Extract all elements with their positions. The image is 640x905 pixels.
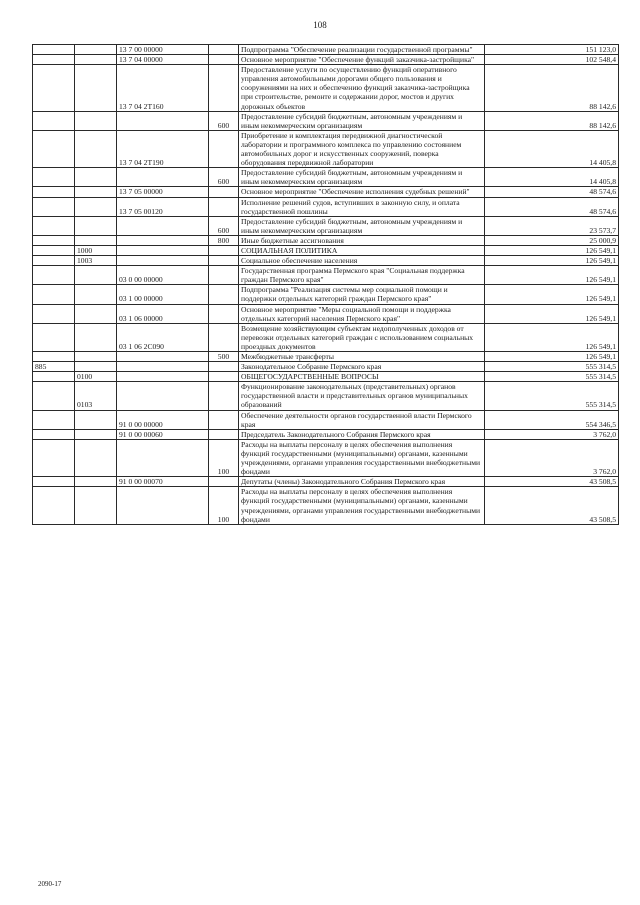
table-row bbox=[33, 439, 619, 476]
table-row bbox=[33, 111, 619, 130]
item-name-cell: Исполнение решений судов, вступивших в законную силу, и оплата государственной пошлины bbox=[239, 197, 485, 216]
section-code-cell bbox=[75, 439, 117, 476]
target-code-cell: 91 0 00 00070 bbox=[117, 477, 209, 487]
section-code-cell bbox=[75, 235, 117, 245]
expense-type-cell bbox=[209, 187, 239, 197]
item-name-cell: Предоставление субсидий бюджетным, автономным учреждениям и иным некоммерческим организациям bbox=[239, 216, 485, 235]
table-row bbox=[33, 55, 619, 65]
section-code-cell bbox=[75, 266, 117, 285]
amount-cell: 25 000,9 bbox=[485, 235, 619, 245]
section-code-cell: 0103 bbox=[75, 382, 117, 410]
expense-type-cell bbox=[209, 372, 239, 382]
target-code-cell bbox=[117, 487, 209, 524]
amount-cell: 88 142,6 bbox=[485, 65, 619, 111]
item-name-cell: Расходы на выплаты персоналу в целях обеспечения выполнения функций государственными (муниципальными) органами, казенными учреждениями, органами управления государственными внебюджетными фондами bbox=[239, 487, 485, 524]
item-name-cell: Депутаты (члены) Законодательного Собрания Пермского края bbox=[239, 477, 485, 487]
admin-code-cell bbox=[33, 304, 75, 323]
table-row bbox=[33, 130, 619, 167]
target-code-cell: 13 7 04 00000 bbox=[117, 55, 209, 65]
item-name-cell: Основное мероприятие "Обеспечение исполнения судебных решений" bbox=[239, 187, 485, 197]
target-code-cell: 13 7 05 00120 bbox=[117, 197, 209, 216]
section-code-cell bbox=[75, 216, 117, 235]
admin-code-cell bbox=[33, 372, 75, 382]
target-code-cell: 03 1 06 2С090 bbox=[117, 323, 209, 351]
section-code-cell bbox=[75, 197, 117, 216]
item-name-cell: ОБЩЕГОСУДАРСТВЕННЫЕ ВОПРОСЫ bbox=[239, 372, 485, 382]
target-code-cell bbox=[117, 216, 209, 235]
section-code-cell bbox=[75, 477, 117, 487]
table-row bbox=[33, 362, 619, 372]
target-code-cell: 03 1 06 00000 bbox=[117, 304, 209, 323]
admin-code-cell bbox=[33, 55, 75, 65]
admin-code-cell bbox=[33, 410, 75, 429]
table-row bbox=[33, 266, 619, 285]
page-number: 108 bbox=[313, 20, 327, 30]
expense-type-cell bbox=[209, 410, 239, 429]
amount-cell: 88 142,6 bbox=[485, 111, 619, 130]
target-code-cell: 91 0 00 00060 bbox=[117, 429, 209, 439]
amount-cell: 23 573,7 bbox=[485, 216, 619, 235]
amount-cell: 554 346,5 bbox=[485, 410, 619, 429]
admin-code-cell bbox=[33, 216, 75, 235]
item-name-cell: Возмещение хозяйствующим субъектам недополученных доходов от перевозки отдельных категорий граждан с использованием социальных проездных документов bbox=[239, 323, 485, 351]
budget-table bbox=[32, 44, 619, 525]
item-name-cell: Основное мероприятие "Меры социальной помощи и поддержка отдельных категорий населения Пермского края" bbox=[239, 304, 485, 323]
item-name-cell: Расходы на выплаты персоналу в целях обеспечения выполнения функций государственными (муниципальными) органами, казенными учреждениями, органами управления государственными внебюджетными фондами bbox=[239, 439, 485, 476]
expense-type-cell: 100 bbox=[209, 487, 239, 524]
admin-code-cell bbox=[33, 197, 75, 216]
admin-code-cell bbox=[33, 429, 75, 439]
target-code-cell bbox=[117, 111, 209, 130]
amount-cell: 48 574,6 bbox=[485, 187, 619, 197]
amount-cell: 102 548,4 bbox=[485, 55, 619, 65]
amount-cell: 555 314,5 bbox=[485, 372, 619, 382]
amount-cell: 126 549,1 bbox=[485, 352, 619, 362]
table-row bbox=[33, 304, 619, 323]
expense-type-cell bbox=[209, 256, 239, 266]
target-code-cell: 13 7 00 00000 bbox=[117, 45, 209, 55]
section-code-cell bbox=[75, 130, 117, 167]
section-code-cell bbox=[75, 55, 117, 65]
item-name-cell: Председатель Законодательного Собрания Пермского края bbox=[239, 429, 485, 439]
amount-cell: 126 549,1 bbox=[485, 304, 619, 323]
item-name-cell: Социальное обеспечение населения bbox=[239, 256, 485, 266]
expense-type-cell bbox=[209, 245, 239, 255]
item-name-cell: Государственная программа Пермского края "Социальная поддержка граждан Пермского края" bbox=[239, 266, 485, 285]
expense-type-cell: 100 bbox=[209, 439, 239, 476]
admin-code-cell bbox=[33, 352, 75, 362]
section-code-cell bbox=[75, 45, 117, 55]
target-code-cell bbox=[117, 256, 209, 266]
section-code-cell bbox=[75, 323, 117, 351]
amount-cell: 151 123,0 bbox=[485, 45, 619, 55]
admin-code-cell bbox=[33, 245, 75, 255]
amount-cell: 43 508,5 bbox=[485, 487, 619, 524]
item-name-cell: Подпрограмма "Обеспечение реализации государственной программы" bbox=[239, 45, 485, 55]
target-code-cell: 03 1 00 00000 bbox=[117, 285, 209, 304]
admin-code-cell bbox=[33, 187, 75, 197]
item-name-cell: Подпрограмма "Реализация системы мер социальной помощи и поддержки отдельных категорий граждан Пермского края" bbox=[239, 285, 485, 304]
table-row bbox=[33, 285, 619, 304]
item-name-cell: Обеспечение деятельности органов государственной власти Пермского края bbox=[239, 410, 485, 429]
target-code-cell bbox=[117, 372, 209, 382]
item-name-cell: СОЦИАЛЬНАЯ ПОЛИТИКА bbox=[239, 245, 485, 255]
amount-cell: 126 549,1 bbox=[485, 245, 619, 255]
expense-type-cell bbox=[209, 477, 239, 487]
amount-cell: 126 549,1 bbox=[485, 285, 619, 304]
expense-type-cell bbox=[209, 304, 239, 323]
table-row bbox=[33, 256, 619, 266]
table-row bbox=[33, 187, 619, 197]
item-name-cell: Предоставление субсидий бюджетным, автономным учреждениям и иным некоммерческим организациям bbox=[239, 111, 485, 130]
admin-code-cell bbox=[33, 285, 75, 304]
expense-type-cell bbox=[209, 55, 239, 65]
amount-cell: 555 314,5 bbox=[485, 382, 619, 410]
admin-code-cell bbox=[33, 439, 75, 476]
amount-cell: 126 549,1 bbox=[485, 256, 619, 266]
admin-code-cell bbox=[33, 235, 75, 245]
amount-cell: 14 405,8 bbox=[485, 130, 619, 167]
expense-type-cell: 600 bbox=[209, 168, 239, 187]
expense-type-cell: 500 bbox=[209, 352, 239, 362]
section-code-cell bbox=[75, 362, 117, 372]
target-code-cell: 13 7 04 2Т160 bbox=[117, 65, 209, 111]
section-code-cell: 1003 bbox=[75, 256, 117, 266]
admin-code-cell bbox=[33, 266, 75, 285]
section-code-cell: 0100 bbox=[75, 372, 117, 382]
table-row bbox=[33, 168, 619, 187]
admin-code-cell bbox=[33, 382, 75, 410]
admin-code-cell: 885 bbox=[33, 362, 75, 372]
target-code-cell: 03 0 00 00000 bbox=[117, 266, 209, 285]
section-code-cell bbox=[75, 487, 117, 524]
expense-type-cell: 600 bbox=[209, 111, 239, 130]
table-row bbox=[33, 245, 619, 255]
admin-code-cell bbox=[33, 111, 75, 130]
expense-type-cell bbox=[209, 323, 239, 351]
section-code-cell bbox=[75, 285, 117, 304]
amount-cell: 3 762,0 bbox=[485, 439, 619, 476]
item-name-cell: Предоставление услуги по осуществлению функций оперативного управления автомобильными дорогами общего пользования и сооружениями на них и обеспечению функций заказчика-застройщика при строительстве, ремонте и содержании дорог, мостов и других дорожных объектов bbox=[239, 65, 485, 111]
expense-type-cell bbox=[209, 130, 239, 167]
table-row bbox=[33, 323, 619, 351]
item-name-cell: Иные бюджетные ассигнования bbox=[239, 235, 485, 245]
section-code-cell bbox=[75, 410, 117, 429]
table-row bbox=[33, 487, 619, 524]
expense-type-cell bbox=[209, 285, 239, 304]
admin-code-cell bbox=[33, 477, 75, 487]
section-code-cell bbox=[75, 352, 117, 362]
table-row bbox=[33, 216, 619, 235]
footer-code: 2090-17 bbox=[38, 880, 62, 888]
expense-type-cell bbox=[209, 65, 239, 111]
table-row bbox=[33, 477, 619, 487]
expense-type-cell bbox=[209, 45, 239, 55]
table-row bbox=[33, 382, 619, 410]
amount-cell: 48 574,6 bbox=[485, 197, 619, 216]
section-code-cell bbox=[75, 429, 117, 439]
item-name-cell: Основное мероприятие "Обеспечение функций заказчика-застройщика" bbox=[239, 55, 485, 65]
expense-type-cell: 600 bbox=[209, 216, 239, 235]
table-row bbox=[33, 197, 619, 216]
amount-cell: 43 508,5 bbox=[485, 477, 619, 487]
admin-code-cell bbox=[33, 45, 75, 55]
admin-code-cell bbox=[33, 487, 75, 524]
table-row bbox=[33, 429, 619, 439]
expense-type-cell: 800 bbox=[209, 235, 239, 245]
target-code-cell bbox=[117, 362, 209, 372]
amount-cell: 3 762,0 bbox=[485, 429, 619, 439]
section-code-cell bbox=[75, 65, 117, 111]
expense-type-cell bbox=[209, 429, 239, 439]
section-code-cell bbox=[75, 187, 117, 197]
table-row bbox=[33, 352, 619, 362]
target-code-cell: 91 0 00 00000 bbox=[117, 410, 209, 429]
table-row bbox=[33, 235, 619, 245]
target-code-cell bbox=[117, 352, 209, 362]
item-name-cell: Межбюджетные трансферты bbox=[239, 352, 485, 362]
expense-type-cell bbox=[209, 266, 239, 285]
admin-code-cell bbox=[33, 256, 75, 266]
item-name-cell: Предоставление субсидий бюджетным, автономным учреждениям и иным некоммерческим организациям bbox=[239, 168, 485, 187]
section-code-cell bbox=[75, 168, 117, 187]
target-code-cell bbox=[117, 235, 209, 245]
table-row bbox=[33, 65, 619, 111]
target-code-cell: 13 7 04 2Т190 bbox=[117, 130, 209, 167]
expense-type-cell bbox=[209, 197, 239, 216]
target-code-cell bbox=[117, 439, 209, 476]
section-code-cell bbox=[75, 304, 117, 323]
target-code-cell bbox=[117, 245, 209, 255]
amount-cell: 555 314,5 bbox=[485, 362, 619, 372]
target-code-cell bbox=[117, 382, 209, 410]
item-name-cell: Приобретение и комплектация передвижной диагностической лаборатории и программного комплекса по управлению состоянием автомобильных дорог и искусственных сооружений, поверка оборудования передвижной лаборатории bbox=[239, 130, 485, 167]
target-code-cell bbox=[117, 168, 209, 187]
table-row bbox=[33, 372, 619, 382]
admin-code-cell bbox=[33, 323, 75, 351]
table-row bbox=[33, 410, 619, 429]
admin-code-cell bbox=[33, 168, 75, 187]
admin-code-cell bbox=[33, 130, 75, 167]
target-code-cell: 13 7 05 00000 bbox=[117, 187, 209, 197]
amount-cell: 126 549,1 bbox=[485, 266, 619, 285]
amount-cell: 126 549,1 bbox=[485, 323, 619, 351]
section-code-cell: 1000 bbox=[75, 245, 117, 255]
expense-type-cell bbox=[209, 382, 239, 410]
expense-type-cell bbox=[209, 362, 239, 372]
amount-cell: 14 405,8 bbox=[485, 168, 619, 187]
table-row bbox=[33, 45, 619, 55]
section-code-cell bbox=[75, 111, 117, 130]
item-name-cell: Функционирование законодательных (представительных) органов государственной власти и представительных органов муниципальных образований bbox=[239, 382, 485, 410]
item-name-cell: Законодательное Собрание Пермского края bbox=[239, 362, 485, 372]
admin-code-cell bbox=[33, 65, 75, 111]
